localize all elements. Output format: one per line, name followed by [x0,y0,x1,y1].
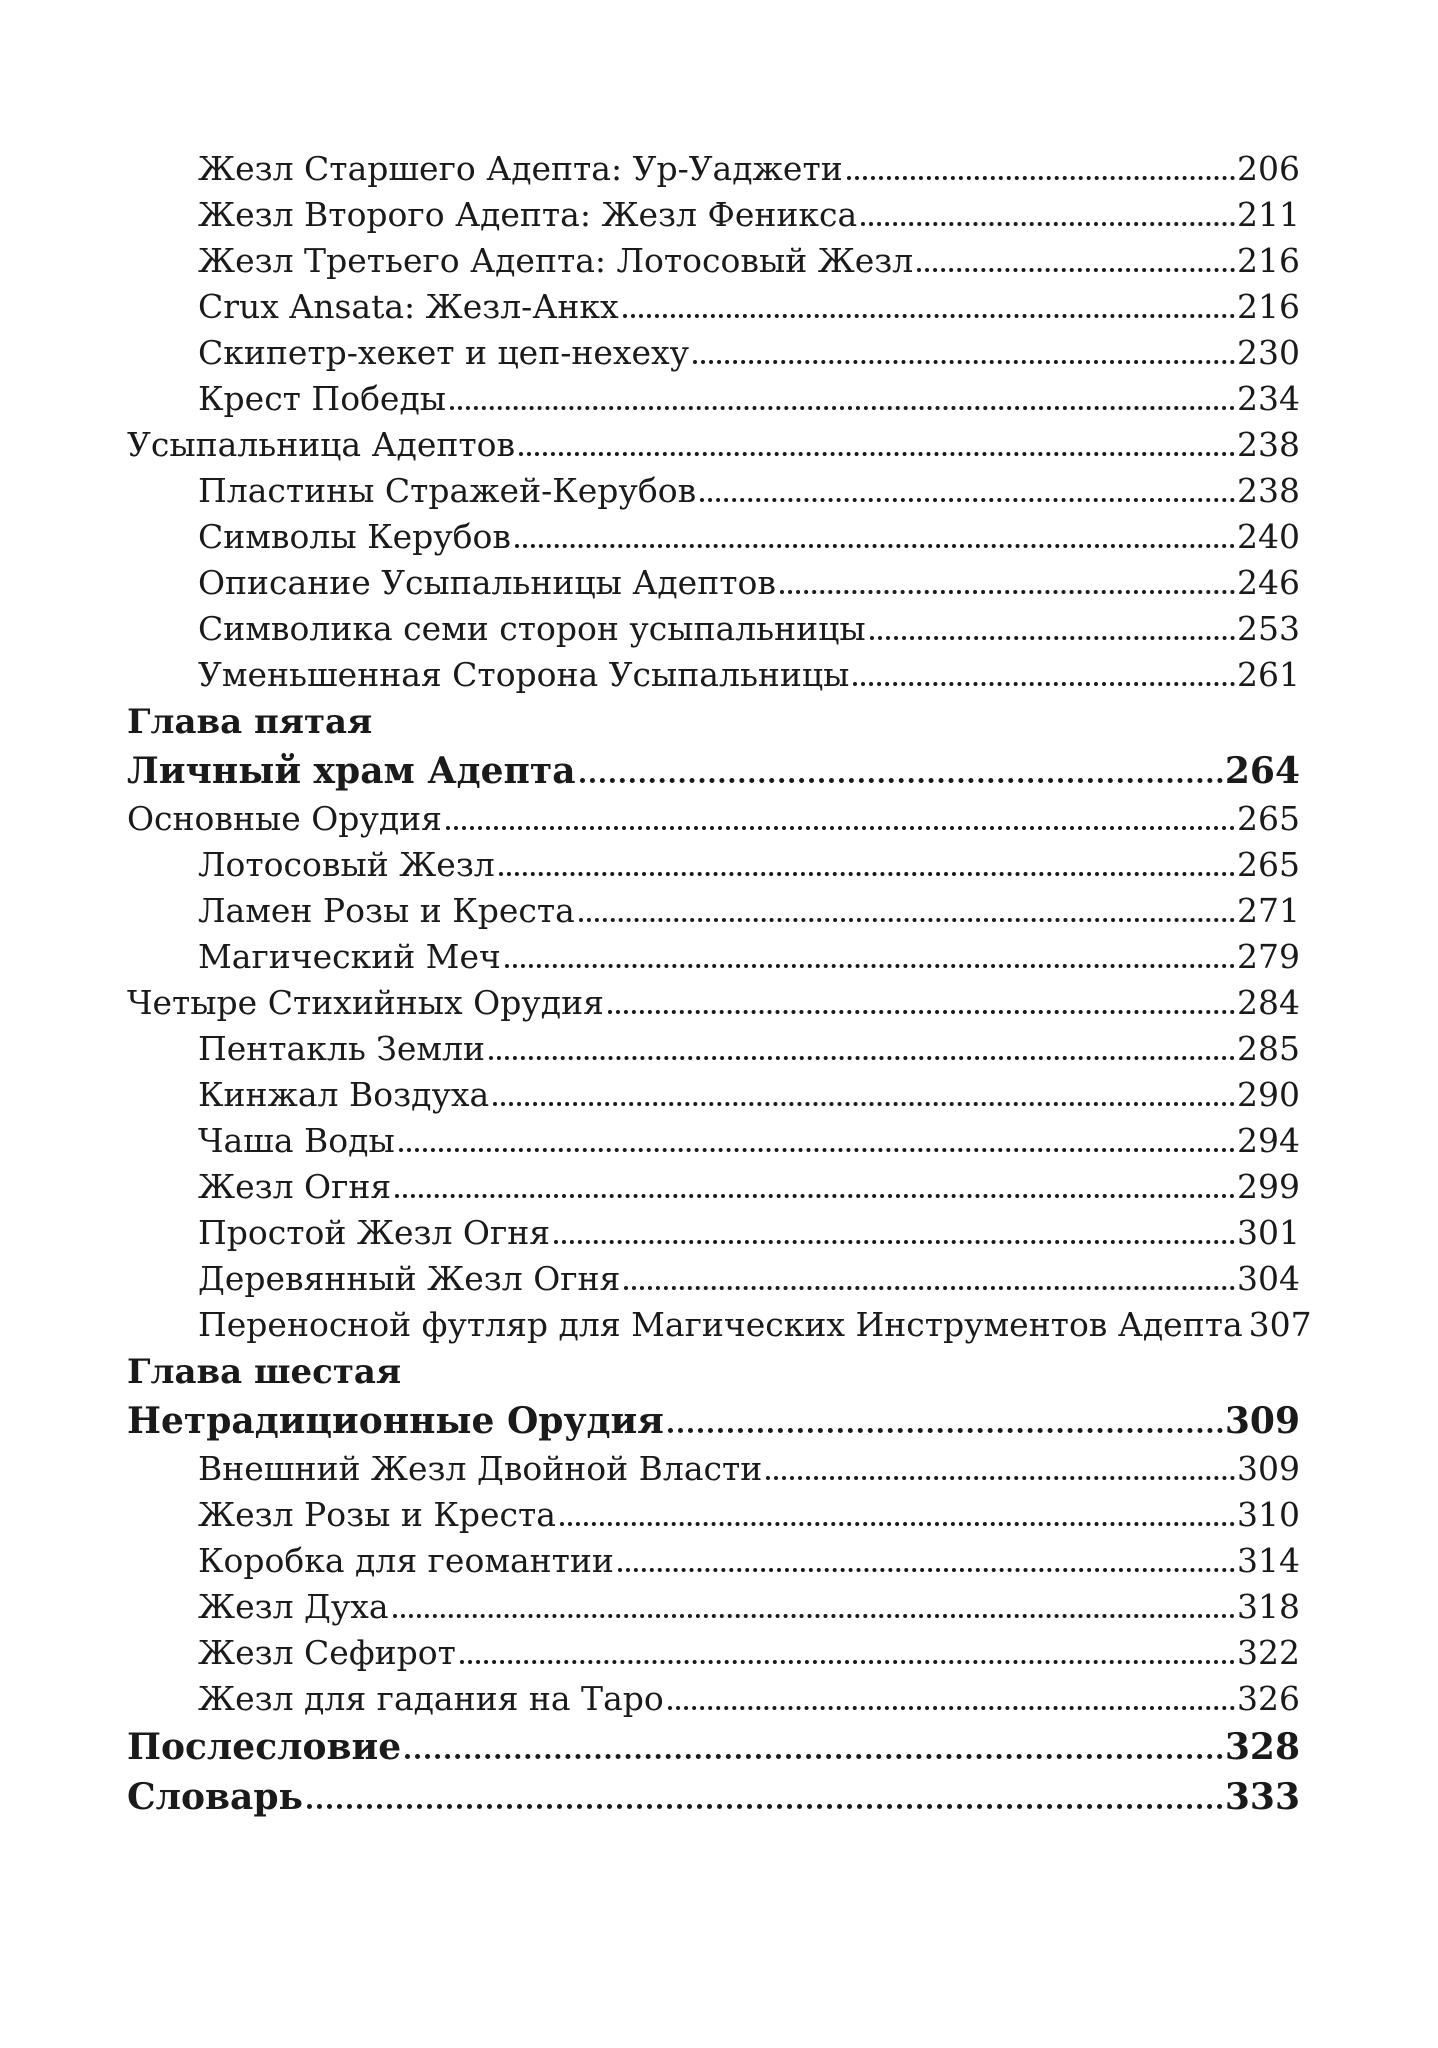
toc-entry[interactable] [127,1630,1300,1676]
toc-entry-page: 216 [1237,241,1300,280]
toc-entry-title: Уменьшенная Сторона Усыпальницы [198,655,850,694]
toc-entry-title: Деревянный Жезл Огня [198,1259,621,1298]
toc-entry-title: Усыпальница Адептов [127,425,516,464]
dot-leader [623,284,1235,318]
toc-entry[interactable] [127,934,1300,980]
dot-leader [399,1118,1235,1152]
toc-entry-title: Основные Орудия [127,799,442,838]
toc-section-entry[interactable] [127,796,1300,842]
chapter-label: Глава пятая [127,702,373,742]
toc-entry-title: Описание Усыпальницы Адептов [198,563,776,602]
toc-entry[interactable] [127,1072,1300,1118]
toc-entry[interactable] [127,1584,1300,1630]
dot-leader [870,606,1235,640]
toc-entry-title: Пластины Стражей-Керубов [198,471,697,510]
toc-entry[interactable] [127,1446,1300,1492]
toc-entry-title: Жезл Старшего Адепта: Ур-Уаджети [198,149,843,188]
toc-entry[interactable] [127,842,1300,888]
toc-entry-page: 307 [1248,1305,1312,1344]
toc-entry-page: 206 [1237,149,1300,188]
dot-leader [460,1630,1235,1664]
dot-leader [668,1396,1223,1433]
toc-entry-title: Жезл Духа [198,1587,389,1626]
dot-leader [515,514,1235,548]
toc-entry-title: Жезл Огня [198,1167,392,1206]
dot-leader [493,1072,1235,1106]
toc-entry-title: Скипетр-хекет и цеп-нехеху [198,333,690,372]
toc-entry-page: 271 [1237,891,1300,930]
toc-entry[interactable] [127,1676,1300,1722]
toc-entry-page: 294 [1237,1121,1300,1160]
toc-entry-title: Внешний Жезл Двойной Власти [198,1449,763,1488]
dot-leader [861,192,1235,226]
toc-entry[interactable] [127,1492,1300,1538]
toc-entry[interactable] [127,330,1300,376]
toc-entry-page: 238 [1237,471,1300,510]
toc-entry-page: 234 [1237,379,1300,418]
dot-leader [489,1026,1235,1060]
toc-entry[interactable] [127,514,1300,560]
toc-entry-page: 284 [1237,983,1300,1022]
toc-entry-page: 299 [1237,1167,1300,1206]
toc-entry-title: Коробка для геомантии [198,1541,614,1580]
toc-entry-title: Четыре Стихийных Орудия [127,983,604,1022]
dot-leader [693,330,1235,364]
dot-leader [780,560,1235,594]
dot-leader [450,376,1235,410]
toc-entry[interactable] [127,1538,1300,1584]
toc-chapter-entry[interactable] [127,1772,1300,1822]
dot-leader [307,1772,1223,1809]
toc-entry-page: 301 [1237,1213,1300,1252]
toc-entry[interactable] [127,1164,1300,1210]
toc-entry-title: Чаша Воды [198,1121,395,1160]
toc-chapter-entry[interactable] [127,746,1300,796]
toc-entry-title: Жезл Второго Адепта: Жезл Феникса [198,195,858,234]
toc-entry-page: 304 [1237,1259,1300,1298]
toc-chapter-title: Личный храм Адепта [127,750,576,792]
dot-leader [668,1676,1235,1710]
toc-section-entry[interactable] [127,980,1300,1026]
toc-entry[interactable] [127,652,1300,698]
dot-leader [847,146,1235,180]
toc-chapter-page: 328 [1224,1726,1300,1768]
toc-entry-page: 310 [1237,1495,1300,1534]
toc-entry[interactable] [127,376,1300,422]
dot-leader [505,934,1235,968]
toc-chapter-entry[interactable] [127,1396,1300,1446]
toc-chapter-entry[interactable] [127,1722,1300,1772]
dot-leader [395,1164,1235,1198]
toc-entry[interactable] [127,1302,1312,1348]
toc-entry-title: Жезл Розы и Креста [198,1495,556,1534]
toc-entry-title: Жезл Сефирот [198,1633,456,1672]
toc-entry-page: 314 [1237,1541,1300,1580]
toc-entry-page: 326 [1237,1679,1300,1718]
toc-entry-title: Пентакль Земли [198,1029,485,1068]
toc-entry[interactable] [127,1210,1300,1256]
dot-leader [853,652,1235,686]
toc-entry-page: 238 [1237,425,1300,464]
toc-entry[interactable] [127,468,1300,514]
toc-entry[interactable] [127,146,1300,192]
toc-entry-title: Жезл Третьего Адепта: Лотосовый Жезл [198,241,914,280]
dot-leader [446,796,1235,830]
dot-leader [554,1210,1235,1244]
toc-entry[interactable] [127,888,1300,934]
dot-leader [405,1722,1223,1759]
dot-leader [624,1256,1235,1290]
toc-entry-page: 290 [1237,1075,1300,1114]
toc-chapter-page: 264 [1224,750,1300,792]
toc-entry[interactable] [127,1256,1300,1302]
toc-entry-page: 246 [1237,563,1300,602]
toc-entry[interactable] [127,192,1300,238]
toc-chapter-title: Нетрадиционные Орудия [127,1400,664,1442]
dot-leader [608,980,1235,1014]
toc-entry-title: Символы Керубов [198,517,512,556]
dot-leader [766,1446,1235,1480]
toc-chapter-page: 333 [1224,1776,1300,1818]
toc-entry-page: 279 [1237,937,1300,976]
toc-entry-page: 318 [1237,1587,1300,1626]
table-of-contents [127,146,1312,1822]
toc-entry[interactable] [127,1026,1300,1072]
toc-entry-page: 322 [1237,1633,1300,1672]
toc-entry-page: 309 [1237,1449,1300,1488]
toc-entry-title: Простой Жезл Огня [198,1213,551,1252]
toc-entry-page: 261 [1237,655,1300,694]
toc-chapter-page: 309 [1224,1400,1300,1442]
toc-entry-page: 240 [1237,517,1300,556]
toc-entry-page: 253 [1237,609,1300,648]
toc-entry-page: 285 [1237,1029,1300,1068]
toc-entry[interactable] [127,1118,1300,1164]
dot-leader [580,746,1223,783]
toc-entry[interactable] [127,606,1300,652]
toc-entry[interactable] [127,238,1300,284]
dot-leader [579,888,1235,922]
toc-entry-title: Ламен Розы и Креста [198,891,575,930]
dot-leader [618,1538,1235,1572]
toc-entry-title: Лотосовый Жезл [198,845,495,884]
dot-leader [700,468,1235,502]
toc-entry-title: Крест Победы [198,379,447,418]
toc-entry-page: 265 [1237,845,1300,884]
toc-entry-title: Crux Ansata: Жезл-Анкх [198,287,619,326]
toc-entry-page: 230 [1237,333,1300,372]
chapter-label: Глава шестая [127,1352,402,1392]
dot-leader [560,1492,1235,1526]
dot-leader [499,842,1235,876]
toc-entry-page: 216 [1237,287,1300,326]
toc-entry[interactable] [127,284,1300,330]
toc-entry-title: Символика семи сторон усыпальницы [198,609,866,648]
toc-entry-title: Переносной футляр для Магических Инструментов Адепта [198,1305,1243,1344]
toc-chapter-title: Послесловие [127,1726,402,1768]
toc-entry[interactable] [127,560,1300,606]
toc-entry-title: Жезл для гадания на Таро [198,1679,664,1718]
dot-leader [393,1584,1235,1618]
dot-leader [519,422,1235,456]
toc-section-entry[interactable] [127,422,1300,468]
toc-entry-page: 265 [1237,799,1300,838]
toc-entry-title: Кинжал Воздуха [198,1075,490,1114]
dot-leader [917,238,1235,272]
toc-chapter-title: Словарь [127,1776,303,1818]
toc-entry-page: 211 [1237,195,1300,234]
toc-entry-title: Магический Меч [198,937,501,976]
